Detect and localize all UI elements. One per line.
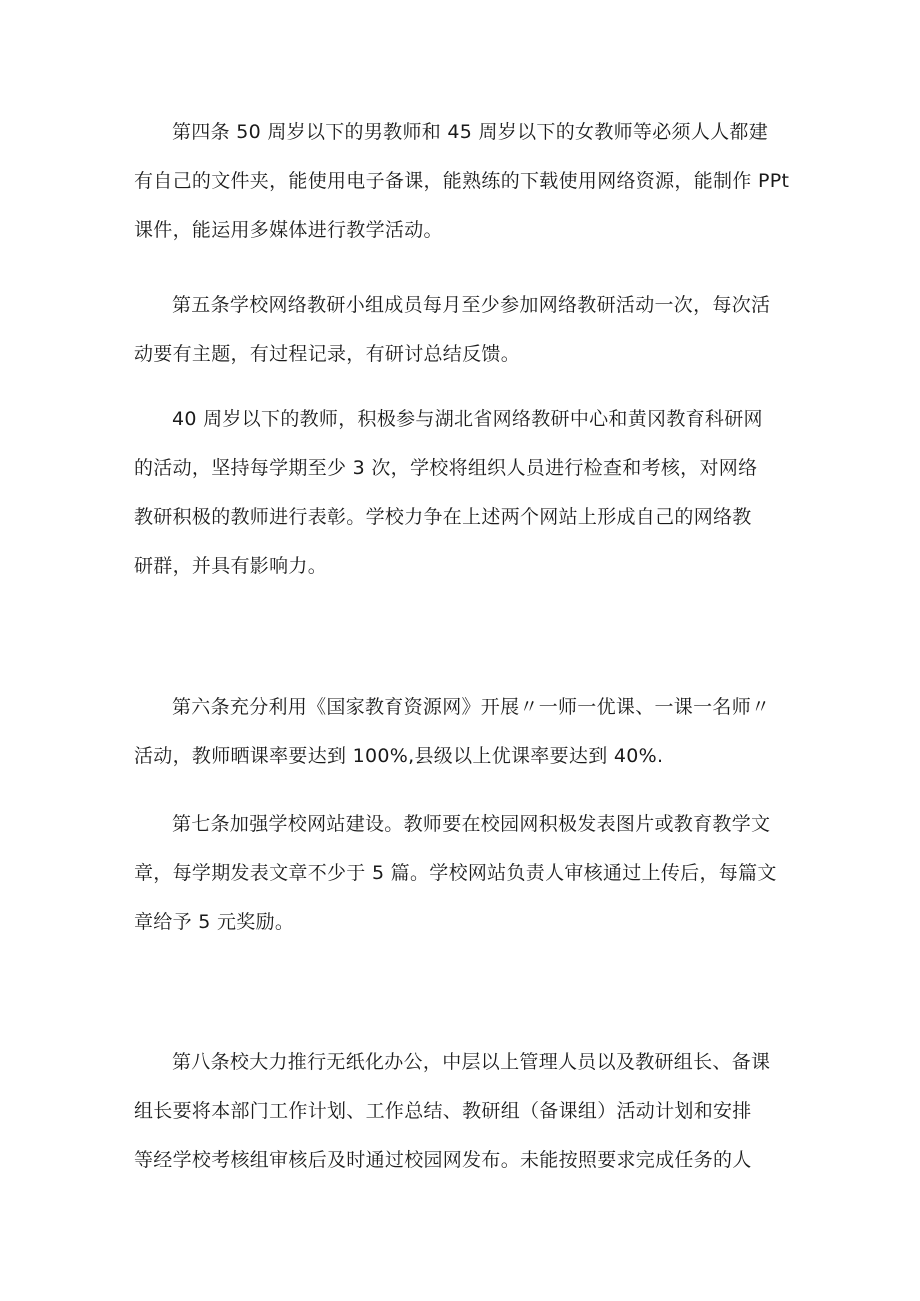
paragraph-line: 第五条学校网络教研小组成员每月至少参加网络教研活动一次，每次活 [172, 294, 771, 316]
paragraph-line: 动要有主题，有过程记录，有研讨总结反馈。 [134, 343, 521, 365]
paragraph-line: 组长要将本部门工作计划、工作总结、教研组（备课组）活动计划和安排 [134, 1100, 752, 1122]
paragraph-teachers-under-40 [134, 395, 794, 591]
paragraph-line: 等经学校考核组审核后及时通过校园网发布。未能按照要求完成任务的人 [134, 1149, 752, 1171]
paragraph-line: 40 周岁以下的教师，积极参与湖北省网络教研中心和黄冈教育科研网 [172, 408, 763, 430]
paragraph-article-8 [134, 1038, 794, 1185]
paragraph-article-7 [134, 800, 794, 947]
paragraph-article-6 [134, 683, 794, 781]
paragraph-line: 课件，能运用多媒体进行教学活动。 [134, 219, 443, 241]
paragraph-line: 第七条加强学校网站建设。教师要在校园网积极发表图片或教育教学文 [172, 813, 771, 835]
paragraph-line: 章，每学期发表文章不少于 5 篇。学校网站负责人审核通过上传后，每篇文 [134, 862, 777, 884]
paragraph-line: 有自己的文件夹，能使用电子备课，能熟练的下载使用网络资源，能制作 PPt [134, 170, 790, 192]
paragraph-line: 的活动，坚持每学期至少 3 次，学校将组织人员进行检查和考核，对网络 [134, 457, 758, 479]
paragraph-line: 章给予 5 元奖励。 [134, 911, 295, 933]
paragraph-line: 研群，并具有影响力。 [134, 555, 328, 577]
paragraph-line: 第六条充分利用《国家教育资源网》开展〃一师一优课、一课一名师〃 [172, 696, 771, 718]
paragraph-line: 教研积极的教师进行表彰。学校力争在上述两个网站上形成自己的网络教 [134, 506, 752, 528]
paragraph-line: 第八条校大力推行无纸化办公，中层以上管理人员以及教研组长、备课 [172, 1051, 771, 1073]
paragraph-line: 第四条 50 周岁以下的男教师和 45 周岁以下的女教师等必须人人都建 [172, 121, 769, 143]
paragraph-line: 活动，教师晒课率要达到 100%,县级以上优课率要达到 40%. [134, 745, 664, 767]
paragraph-article-4 [134, 108, 794, 255]
paragraph-article-5 [134, 281, 794, 379]
